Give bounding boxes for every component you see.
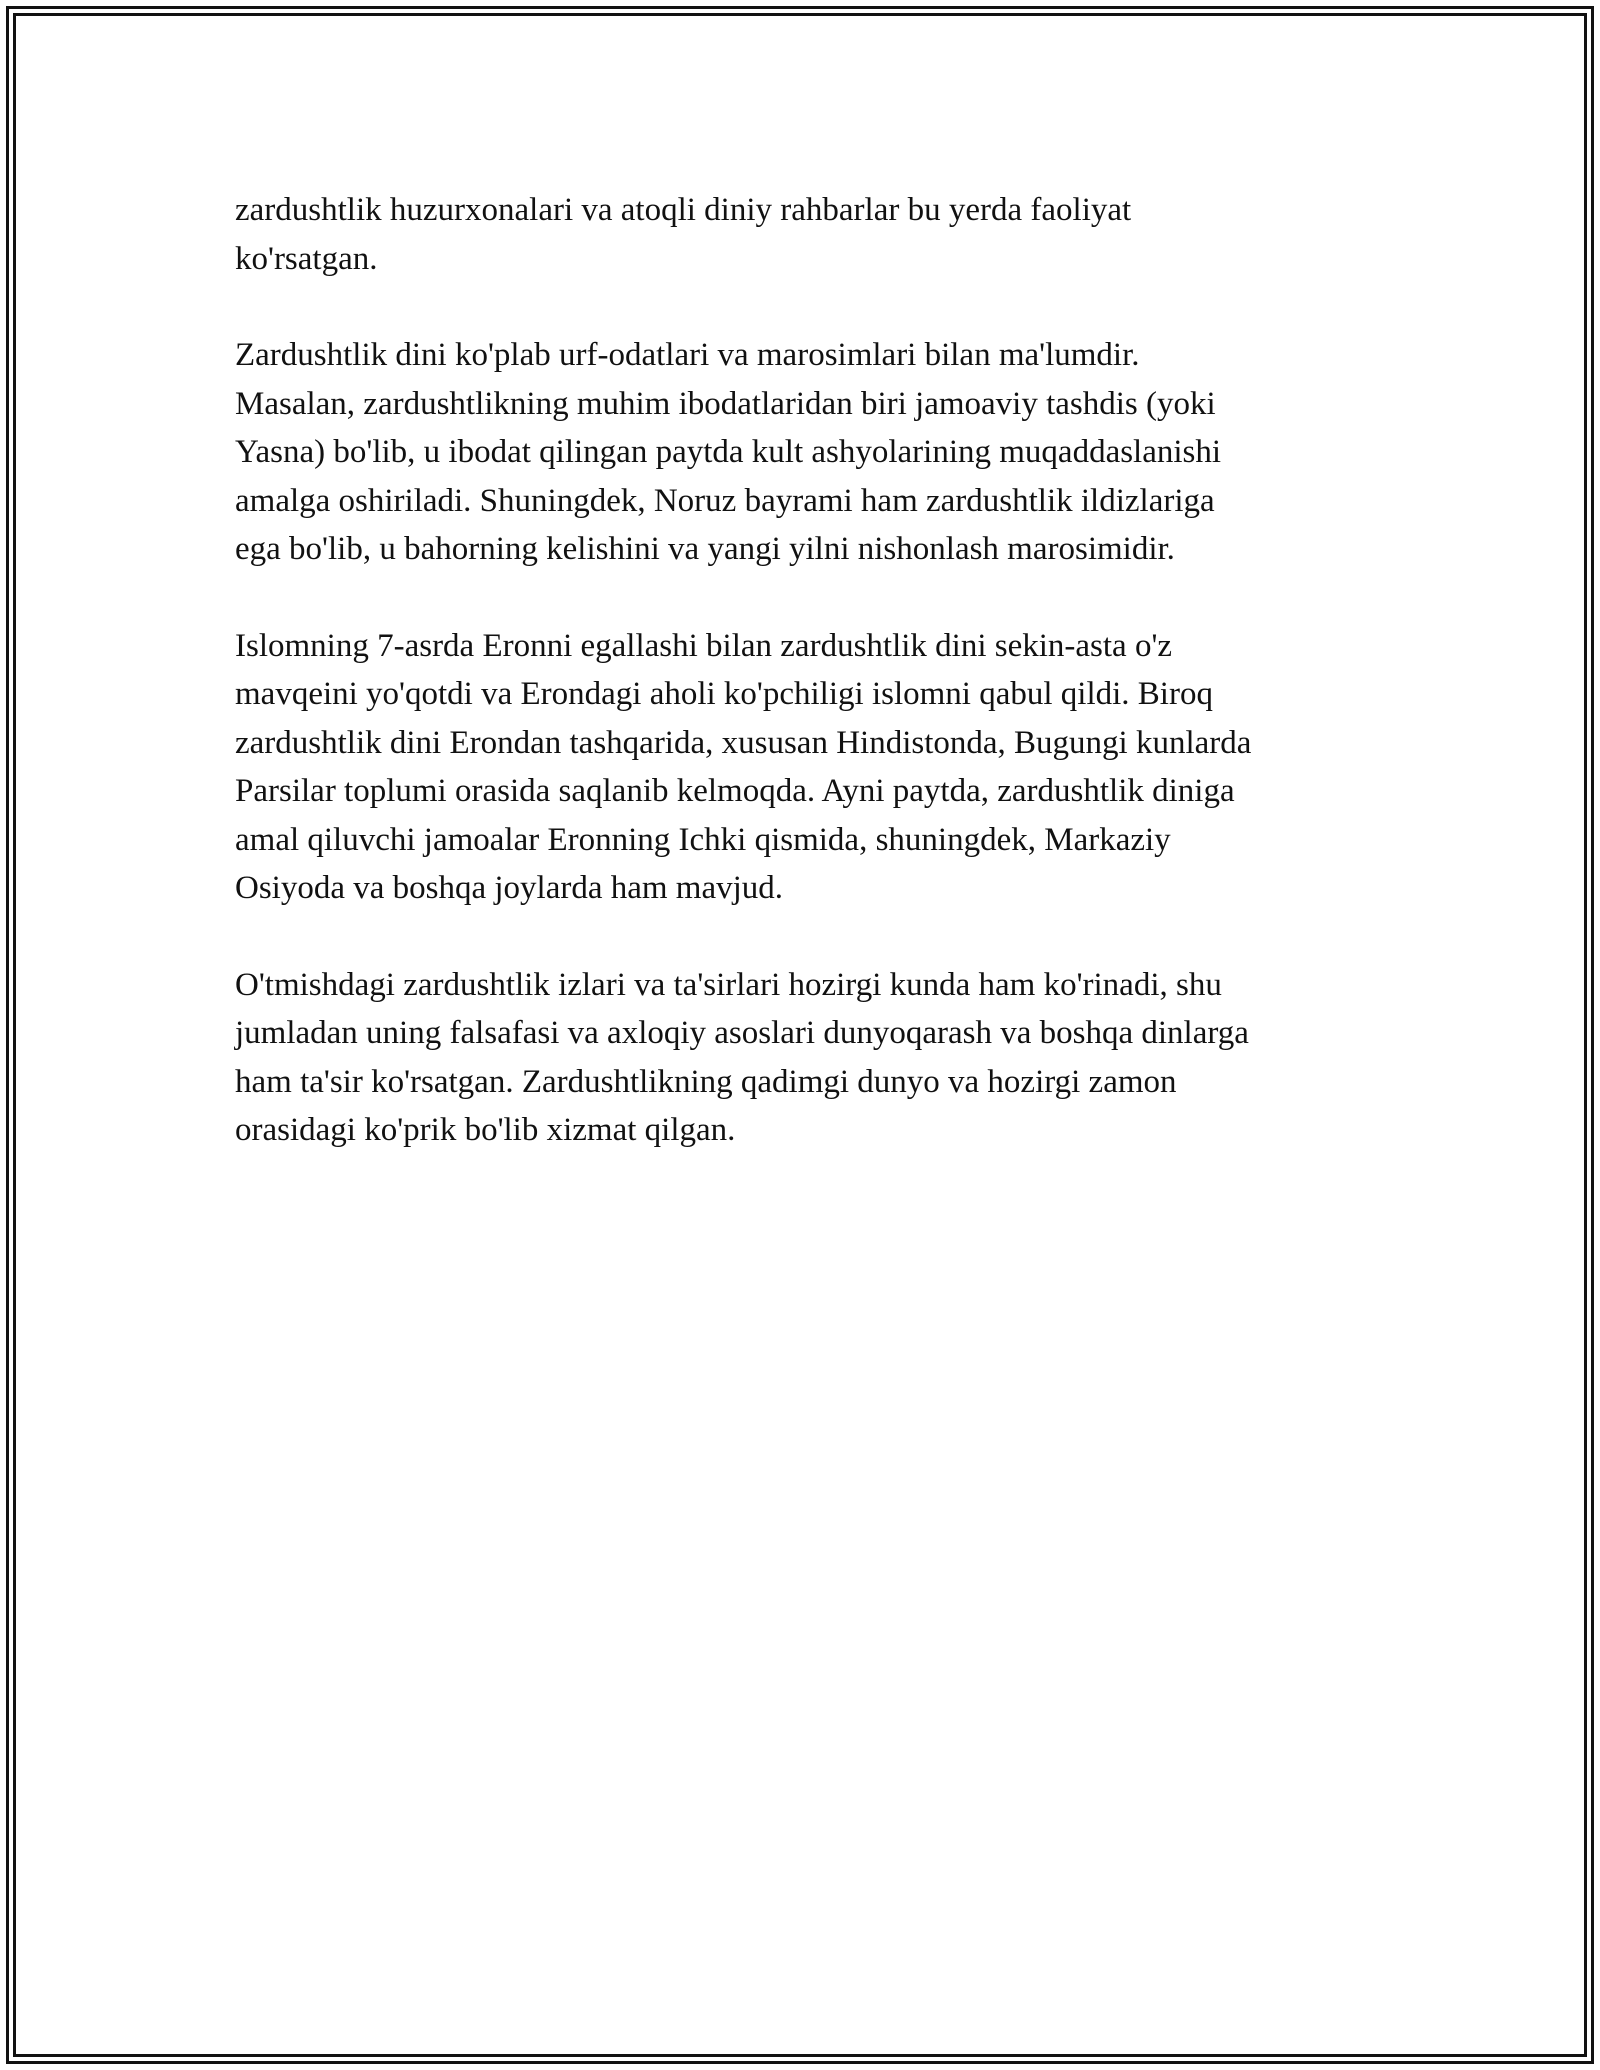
text-line: orasidagi ko'prik bo'lib xizmat qilgan. [235,1112,736,1148]
paragraph-3 [235,622,1395,913]
text-line: O'tmishdagi zardushtlik izlari va ta'sirlari hozirgi kunda ham ko'rinadi, shu [235,966,1222,1003]
paragraph-4 [235,961,1395,1155]
text-line: Masalan, zardushtlikning muhim ibodatlaridan biri jamoaviy tashdis (yoki [235,385,1216,422]
document-body [235,186,1395,1203]
text-line: ham ta'sir ko'rsatgan. Zardushtlikning qadimgi dunyo va hozirgi zamon [235,1063,1177,1100]
text-line: ega bo'lib, u bahorning kelishini va yangi yilni nishonlash marosimidir. [235,531,1175,567]
text-line: mavqeini yo'qotdi va Erondagi aholi ko'pchiligi islomni qabul qildi. Biroq [235,676,1213,712]
text-line: Parsilar toplumi orasida saqlanib kelmoqda. Ayni paytda, zardushtlik diniga [235,773,1235,809]
text-line: zardushtlik huzurxonalari va atoqli diniy rahbarlar bu yerda faoliyat [235,192,1132,228]
text-line: Osiyoda va boshqa joylarda ham mavjud. [235,870,784,906]
text-line: Islomning 7-asrda Eronni egallashi bilan zardushtlik dini sekin-asta o'z [235,627,1173,664]
text-line: Zardushtlik dini ko'plab urf-odatlari va marosimlari bilan ma'lumdir. [235,337,1140,373]
text-line: amalga oshiriladi. Shuningdek, Noruz bayrami ham zardushtlik ildizlariga [235,482,1215,519]
text-line: jumladan uning falsafasi va axloqiy asoslari dunyoqarash va boshqa dinlarga [235,1015,1249,1051]
text-line: ko'rsatgan. [235,240,378,277]
paragraph-2 [235,331,1395,574]
text-line: Yasna) bo'lib, u ibodat qilingan paytda kult ashyolarining muqaddaslanishi [235,434,1222,470]
paragraph-1 [235,186,1395,283]
text-line: zardushtlik dini Erondan tashqarida, xususan Hindistonda, Bugungi kunlarda [235,724,1252,761]
text-line: amal qiluvchi jamoalar Eronning Ichki qismida, shuningdek, Markaziy [235,821,1171,858]
